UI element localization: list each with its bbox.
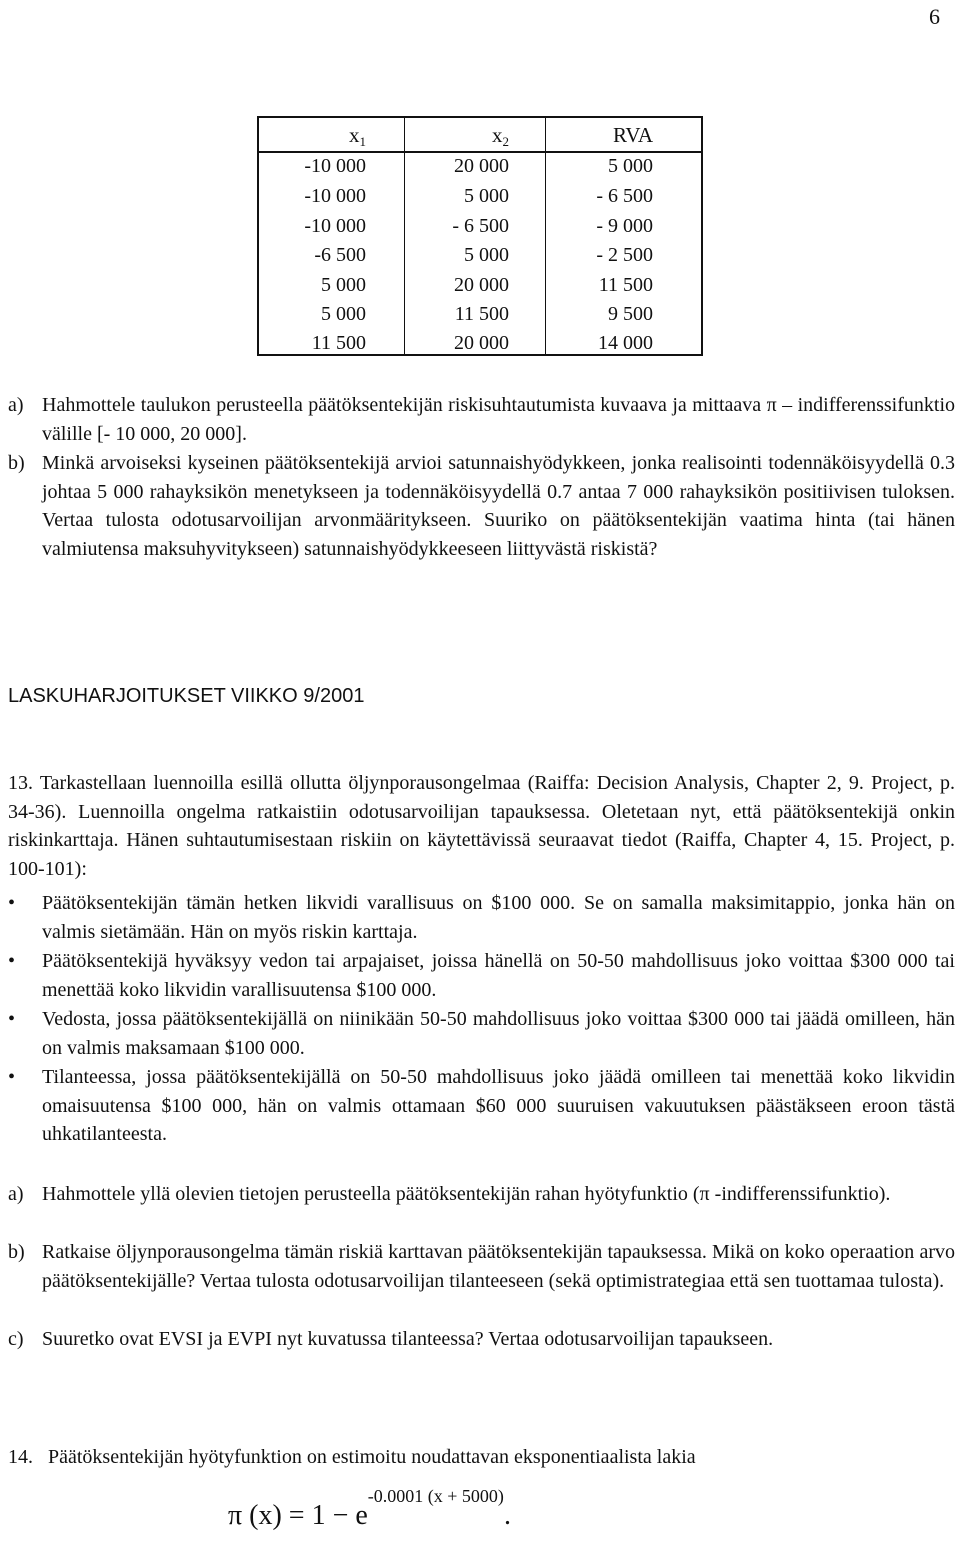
bullet-item <box>8 889 955 947</box>
question-13b <box>8 1238 955 1325</box>
formula-exponent: -0.0001 (x + 5000) <box>367 1486 504 1506</box>
item-text: Suuretko ovat EVSI ja EVPI nyt kuvatussa tilanteessa? Vertaa odotusarvoilijan tapaukseen. <box>42 1328 774 1350</box>
table-cell: 20 000 <box>454 332 509 354</box>
item-label: b) <box>8 1241 25 1263</box>
question-12a <box>8 391 955 449</box>
formula-end: . <box>503 1500 511 1531</box>
item-label: a) <box>8 1183 24 1205</box>
table-cell: 5 000 <box>464 244 509 266</box>
bullet-icon: • <box>8 1008 16 1030</box>
question-14 <box>8 1443 955 1473</box>
table-cell: - 6 500 <box>596 185 653 207</box>
item-text: Hahmottele taulukon perusteella päätöksentekijän riskisuhtautumista kuvaava ja mittaava π – indifferenssifunktio välille [- 10 000, 20 000]. <box>42 394 955 445</box>
bullet-icon: • <box>8 892 16 914</box>
item-label: b) <box>8 452 25 474</box>
table-cell: - 2 500 <box>596 244 653 266</box>
header-x1: $x_1$ <box>349 123 366 149</box>
section-heading: LASKUHARJOITUKSET VIIKKO 9/2001 <box>8 685 365 707</box>
table-cell: - 9 000 <box>596 215 653 237</box>
item-text: Päätöksentekijän hyötyfunktion on estimoitu noudattavan eksponentiaalista lakia <box>48 1446 696 1468</box>
item-label: 14. <box>8 1446 33 1468</box>
table-cell: 5 000 <box>321 274 366 296</box>
item-text: Vedosta, jossa päätöksentekijällä on niinikään 50-50 mahdollisuus joko voittaa $300 000 tai jäädä omilleen, hän on valmis maksamaan $100 000. <box>42 1008 955 1059</box>
item-text: Minkä arvoiseksi kyseinen päätöksentekijä arvioi satunnaishyödykkeen, jonka realisointi todennäköisyydellä 0.3 johtaa 5 000 rahayksikön menetykseen ja todennäköisyydellä 0.7 antaa 7 000 rahayksikön positiivisen tuloksen. Vertaa tulosta odotusarvoilijan arvonmääritykseen. Suuriko on päätöksentekijän vaatima hinta (tai hänen valmiutensa maksuhyvitykseen) satunnaishyödykkeeseen liittyvästä riskistä? <box>42 452 955 560</box>
item-text: Päätöksentekijä hyväksyy vedon tai arpajaiset, joissa hänellä on 50-50 mahdollisuus joko voittaa $300 000 tai menettää koko likvidin varallisuutensa $100 000. <box>42 950 955 1001</box>
table-cell: 11 500 <box>311 332 366 354</box>
table-cell: - 6 500 <box>452 215 509 237</box>
item-label: c) <box>8 1328 24 1350</box>
header-rva: RVA <box>613 123 653 147</box>
table-cell: -10 000 <box>304 155 366 177</box>
table-cell: -6 500 <box>314 244 366 266</box>
table-cell: 5 000 <box>321 303 366 325</box>
item-text: Tilanteessa, jossa päätöksentekijällä on 50-50 mahdollisuus joko jäädä omilleen tai menettää koko likvidin omaisuutensa $100 000, hän on valmis ottamaan $60 000 suuruisen vakuutuksen päästäkseen eroon tästä uhkatilanteesta. <box>42 1066 955 1146</box>
question-12b <box>8 449 955 594</box>
bullet-item <box>8 1005 955 1063</box>
item-text: Päätöksentekijän tämän hetken likvidi varallisuus on $100 000. Se on samalla maksimitappio, jonka hän on valmis sietämään. Hän on myös riskin karttaja. <box>42 892 955 943</box>
table-cell: 5 000 <box>608 155 653 177</box>
utility-formula <box>228 1486 511 1532</box>
page-number: 6 <box>929 4 940 29</box>
bullet-item <box>8 947 955 1005</box>
table-cell: 11 500 <box>598 274 653 296</box>
bullet-item <box>8 1063 955 1150</box>
header-x2: $x_2$ <box>492 123 509 149</box>
question-13-intro: 13. Tarkastellaan luennoilla esillä ollutta öljynporausongelmaa (Raiffa: Decision Analysis, Chapter 2, 9. Project, p. 34-36). Luennoilla ongelma ratkaistiin odotusarvoilijan tapauksessa. Oletetaan nyt, että päätöksentekijä onkin riskinkarttaja. Hänen suhtautumisestaan riskiin on käytettävissä seuraavat tiedot (Raiffa, Chapter 4, 15. Project, p. 100-101): <box>8 772 955 880</box>
formula-main: π (x) = 1 − e <box>228 1500 368 1531</box>
table-cell: 20 000 <box>454 155 509 177</box>
table-cell: -10 000 <box>304 185 366 207</box>
question-13c <box>8 1325 955 1383</box>
table-cell: 5 000 <box>464 185 509 207</box>
table-cell: 20 000 <box>454 274 509 296</box>
table-cell: 11 500 <box>454 303 509 325</box>
item-label: a) <box>8 394 24 416</box>
bullet-icon: • <box>8 950 16 972</box>
table-cell: 9 500 <box>608 303 653 325</box>
question-13a <box>8 1180 955 1238</box>
item-text: Ratkaise öljynporausongelma tämän riskiä karttavan päätöksentekijän tapauksessa. Mikä on koko operaation arvo päätöksentekijälle? Vertaa tulosta odotusarvoilijan tilanteeseen (sekä optimistrategiaa että sen tuottamaa tulosta). <box>42 1241 955 1292</box>
bullet-icon: • <box>8 1066 16 1088</box>
item-text: Hahmottele yllä olevien tietojen perusteella päätöksentekijän rahan hyötyfunktio (π -indifferenssifunktio). <box>42 1183 891 1205</box>
table-cell: -10 000 <box>304 215 366 237</box>
table-cell: 14 000 <box>598 332 653 354</box>
risk-table <box>257 116 703 356</box>
